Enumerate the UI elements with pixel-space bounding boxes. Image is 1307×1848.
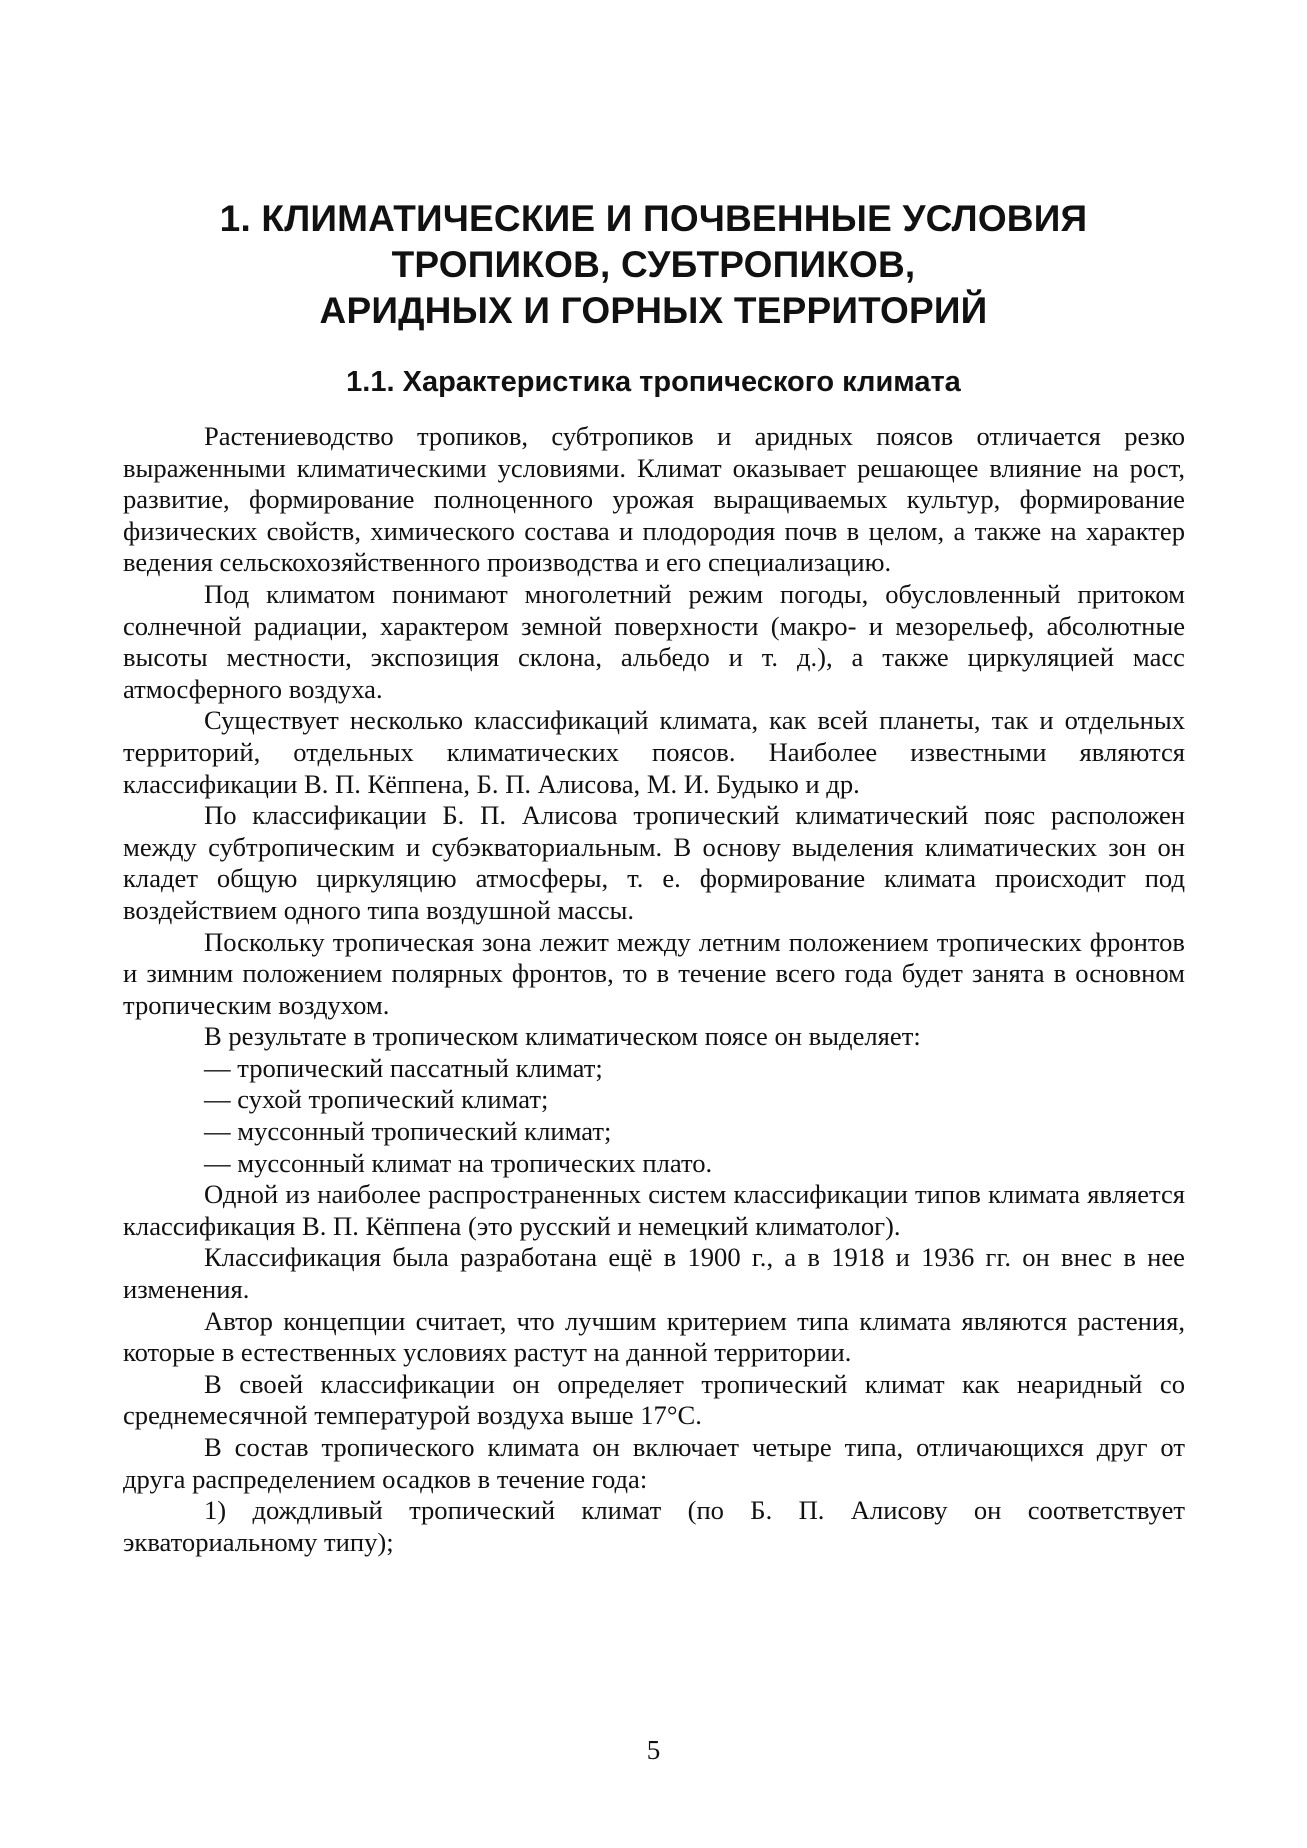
paragraph: 1) дождливый тропический климат (по Б. П. Алисову он соответствует экваториальному типу); [123, 1495, 1185, 1557]
paragraph: По классификации Б. П. Алисова тропический климатический пояс расположен между субтропическим и субэкваториальным. В основу выделения климатических зон он кладет общую циркуляцию атмосферы, т. е. формирование климата происходит под воздействием одного типа воздушной массы. [123, 800, 1185, 925]
paragraph: Под климатом понимают многолетний режим погоды, обусловленный притоком солнечной радиации, характером земной поверхности (макро- и мезорельеф, абсолютные высоты местности, экспозиция склона, альбедо и т. д.), а также циркуляцией масс атмосферного воздуха. [123, 578, 1185, 704]
list-item: — сухой тропический климат; [204, 1084, 549, 1115]
body-text [123, 421, 1185, 1558]
chapter-title-line: АРИДНЫХ И ГОРНЫХ ТЕРРИТОРИЙ [319, 290, 988, 331]
list-item: — муссонный тропический климат; [204, 1116, 612, 1147]
paragraph: Существует несколько классификаций климата, как всей планеты, так и отдельных территорий, отдельных климатических поясов. Наиболее известными являются классификации В. П. Кёппена, Б. П. Алисова, М. И. Будыко и др. [123, 705, 1185, 799]
chapter-title-line: ТРОПИКОВ, СУБТРОПИКОВ, [391, 244, 916, 285]
list-item: — тропический пассатный климат; [204, 1052, 603, 1083]
chapter-title [120, 196, 1187, 334]
section-title: 1.1. Характеристика тропического климата [346, 366, 961, 398]
chapter-title-line: 1. КЛИМАТИЧЕСКИЕ И ПОЧВЕННЫЕ УСЛОВИЯ [219, 198, 1088, 239]
paragraph: В результате в тропическом климатическом поясе он выделяет: [204, 1021, 921, 1052]
paragraph: В состав тропического климата он включает четыре типа, отличающихся друг от друга распределением осадков в течение года: [123, 1432, 1185, 1494]
paragraph: Растениеводство тропиков, субтропиков и аридных поясов отличается резко выраженными климатическими условиями. Климат оказывает решающее влияние на рост, развитие, формирование полноценного урожая выращиваемых культур, формирование физических свойств, химического состава и плодородия почв в целом, а также на характер ведения сельскохозяйственного производства и его специализацию. [123, 421, 1185, 578]
paragraph: Автор концепции считает, что лучшим критерием типа климата являются растения, которые в естественных условиях растут на данной территории. [123, 1305, 1185, 1368]
page-number: 5 [646, 1735, 661, 1765]
paragraph: Одной из наиболее распространенных систем классификации типов климата является классификация В. П. Кёппена (это русский и немецкий климатолог). [123, 1179, 1185, 1241]
paragraph: Поскольку тропическая зона лежит между летним положением тропических фронтов и зимним положением полярных фронтов, то в течение всего года будет занята в основном тропическим воздухом. [123, 926, 1185, 1020]
paragraph: В своей классификации он определяет тропический климат как неаридный со среднемесячной температурой воздуха выше 17°С. [123, 1368, 1185, 1431]
list-item: — муссонный климат на тропических плато. [204, 1147, 713, 1178]
paragraph: Классификация была разработана ещё в 1900 г., а в 1918 и 1936 гг. он внес в нее изменения. [123, 1242, 1185, 1305]
